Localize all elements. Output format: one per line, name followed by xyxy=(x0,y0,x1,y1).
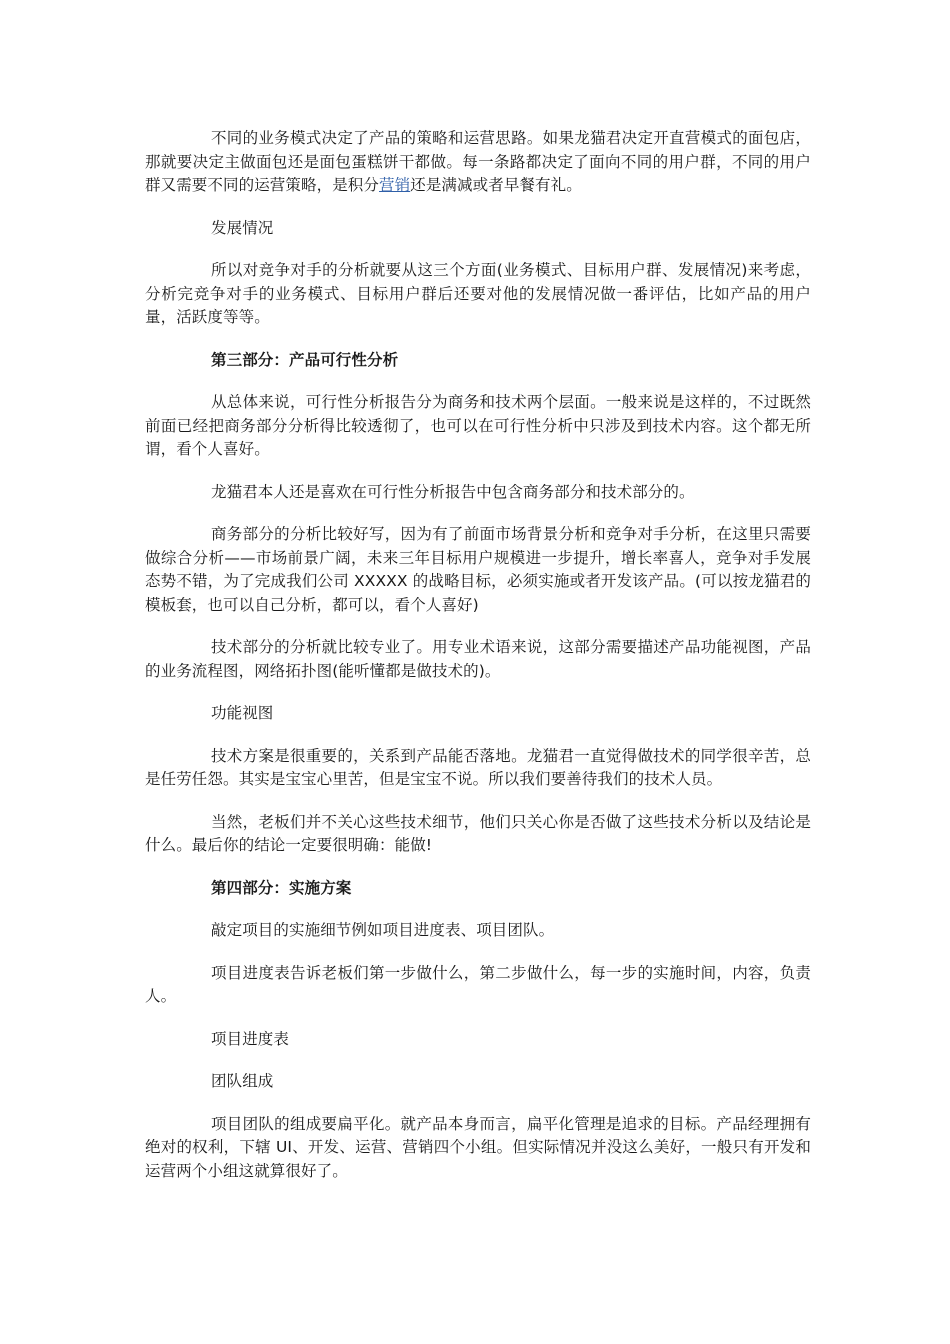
subheading-function-view: 功能视图 xyxy=(211,704,274,722)
subheading-team: 团队组成 xyxy=(211,1072,274,1090)
paragraph-technical-plan: 技术方案是很重要的，关系到产品能否落地。龙猫君一直觉得做技术的同学很辛苦，总是任劳任怨。其实是宝宝心里苦，但是宝宝不说。所以我们要善待我们的技术人员。 xyxy=(145,746,811,788)
paragraph-implementation-details: 敲定项目的实施细节例如项目进度表、项目团队。 xyxy=(211,921,555,939)
paragraph-schedule-description: 项目进度表告诉老板们第一步做什么，第二步做什么，每一步的实施时间，内容，负责人。 xyxy=(145,963,811,1005)
paragraph-text: 不同的业务模式决定了产品的策略和运营思路。如果龙猫君决定开直营模式的面包店，那就要决定主做面包还是面包蛋糕饼干都做。每一条路都决定了面向不同的用户群，不同的用户群又需要不同的运营策略，是积分 xyxy=(145,129,811,194)
section-heading-part4: 第四部分：实施方案 xyxy=(211,878,352,897)
subheading-schedule: 项目进度表 xyxy=(211,1029,290,1048)
paragraph-text: 还是满减或者早餐有礼。 xyxy=(410,176,582,194)
document-body xyxy=(145,127,811,1202)
paragraph-author-preference: 龙猫君本人还是喜欢在可行性分析报告中包含商务部分和技术部分的。 xyxy=(211,482,695,501)
section-heading-part3: 第三部分：产品可行性分析 xyxy=(211,350,399,369)
paragraph-boss-conclusion: 当然，老板们并不关心这些技术细节，他们只关心你是否做了这些技术分析以及结论是什么。最后你的结论一定要很明确：能做! xyxy=(145,812,811,854)
paragraph-business-analysis: 商务部分的分析比较好写，因为有了前面市场背景分析和竞争对手分析，在这里只需要做综合分析——市场前景广阔，未来三年目标用户规模进一步提升，增长率喜人，竞争对手发展态势不错，为了完成我们公司 XXXXX 的战略目标，必须实施或者开发该产品。(可以按龙猫君的模板套，也可以自己分析，都可以，看个人喜好) xyxy=(145,525,811,614)
paragraph-competitor-analysis: 所以对竞争对手的分析就要从这三个方面(业务模式、目标用户群、发展情况)来考虑，分析完竞争对手的业务模式、目标用户群后还要对他的发展情况做一番评估，比如产品的用户量，活跃度等等。 xyxy=(145,261,811,326)
marketing-link[interactable]: 营销 xyxy=(379,176,411,194)
paragraph-feasibility-overview: 从总体来说，可行性分析报告分为商务和技术两个层面。一般来说是这样的，不过既然前面已经把商务部分分析得比较透彻了，也可以在可行性分析中只涉及到技术内容。这个都无所谓，看个人喜好。 xyxy=(145,393,811,458)
paragraph-team-structure: 项目团队的组成要扁平化。就产品本身而言，扁平化管理是追求的目标。产品经理拥有绝对的权利，下辖 UI、开发、运营、营销四个小组。但实际情况并没这么美好，一般只有开发和运营两个小组这就算很好了。 xyxy=(145,1114,811,1180)
subheading-development: 发展情况 xyxy=(211,218,274,237)
paragraph-technical-analysis: 技术部分的分析就比较专业了。用专业术语来说，这部分需要描述产品功能视图，产品的业务流程图，网络拓扑图(能听懂都是做技术的)。 xyxy=(145,638,811,680)
paragraph-business-model xyxy=(145,127,811,198)
